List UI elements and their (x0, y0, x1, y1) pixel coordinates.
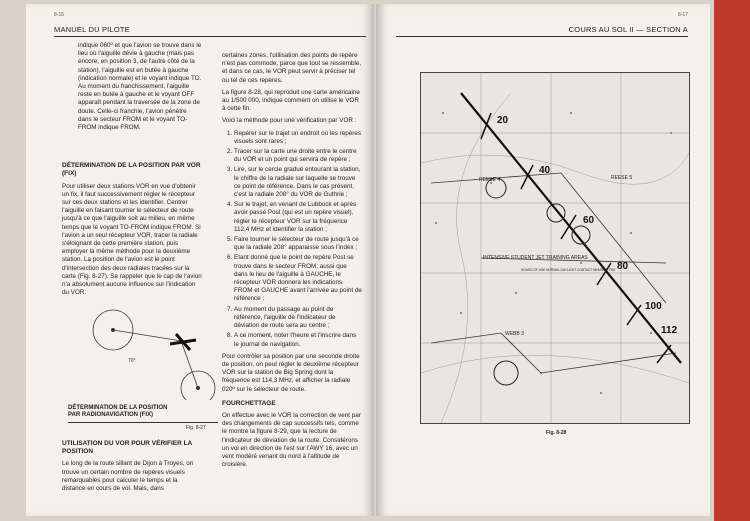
distance-mark-100: 100 (645, 301, 662, 312)
right-header-rule (396, 36, 688, 37)
figure-8-27 (68, 300, 218, 432)
col1-intro: indique 060º et que l'avion se trouve dans le lieu où l'aiguille dévie à gauche (mais pas encore, en position 3, de l'autre côté de la station), l'aiguille est en butée à gauche (indication normale) et le voyant indique TO. Au moment du franchissement, l'aiguille reste en butée à gauche et le voyant OFF apparaît pendant la traversée de la zone de doute. Celle-ci franchie, l'avion pénètre dans le secteur FROM et le voyant TO-FROM indique FROM. (78, 42, 202, 132)
distance-mark-20: 20 (497, 115, 509, 126)
distance-mark-60: 60 (583, 215, 595, 226)
col1-para1: Pour utiliser deux stations VOR en vue d'obtenir un fix, il faut successivement régler le récepteur sur ces deux stations et les identifier. Centrer l'aiguille en faisant tourner le sélecteur de route jusqu'à ce que l'aiguille soit au milieu, en même temps que le voyant TO-FROM indique FROM. Si l'avion a un seul récepteur VOR, tracer la radiale s'éloignant de cette première station, puis employer la même méthode pour la deuxième station. La position de l'avion est le point d'intersection des deux radiales tracées sur la carte (Fig. 8-27). Se rappeler que le cap de l'avion n'a absolument aucune influence sur l'indication du VOR. (62, 182, 202, 297)
list-item: 6. Etant donné que le point de repère Post se trouve dans le secteur FROM, aussi que dans le lieu de l'aiguille à GAUCHE, le récepteur VOR donnera les indications FROM et GAUCHE avant l'arrivée au point de référence ; (234, 254, 362, 303)
list-item: 1. Repérer sur le trajet un endroit où les repères visuels sont rares ; (234, 130, 362, 146)
list-item: 5. Faire tourner le sélecteur de route jusqu'à ce que la radiale 208° apparaisse sous l'index ; (234, 236, 362, 252)
list-item: 7. Au moment du passage au point de référence, l'aiguille de l'indicateur de déviation de route sera au centre ; (234, 306, 362, 331)
heading-fourchettage: FOURCHETTAGE (222, 399, 276, 407)
map-label-webb3: WEBB 3 (505, 331, 524, 337)
book-cover-edge (714, 0, 750, 521)
distance-mark-40: 40 (539, 165, 551, 176)
col1-para2: Le long de la route sillant de Dijon à Troyes, on trouve un certain nombre de repères visuels remarquables pour calculer le temps et la distance en cours de vol. Mais, dans (62, 460, 194, 493)
left-header-rule (54, 36, 366, 37)
col2-intro: certaines zones, l'utilisation des points de repère n'est pas commode, parce que tout se ressemble, et dans ce cas, le VOR peut servir à préciser tel ou tel de ces repères. (222, 52, 362, 84)
list-item: 2. Tracer sur la carte une droite entre le centre du VOR et un point qui servira de repère ; (234, 148, 362, 164)
vor-steps-list (222, 130, 362, 349)
sectional-map (420, 72, 690, 424)
left-column-1 (62, 42, 202, 301)
map-label-reese5: REESE 5 (611, 175, 633, 181)
right-page-header: COURS AU SOL II — SECTION A (568, 25, 688, 34)
right-page (376, 4, 710, 516)
distance-mark-80: 80 (617, 261, 629, 272)
figure-8-27-caption: DÉTERMINATION DE LA POSITION PAR RADIONAVIGATION (FIX) (68, 405, 168, 418)
left-page-header: MANUEL DU PILOTE (54, 25, 130, 34)
left-column-1-bottom (62, 440, 202, 497)
list-item: 4. Sur le trajet, en venant de Lubbock et après avoir passé Post (qui est un repère visuel), régler le récepteur VOR sur la fréquence 112,4 MHz et identifier la station ; (234, 201, 362, 234)
map-label-reese4: REESE 4 (479, 177, 501, 183)
distance-mark-112: 112 (661, 325, 678, 336)
left-page (26, 4, 374, 516)
col2-para1: La figure 8-28, qui reproduit une carte américaine au 1/500 000, indique comment on utilise le VOR à cette fin. (222, 88, 360, 113)
figure-8-27-diagram (68, 300, 218, 400)
heading-fix: DÉTERMINATION DE LA POSITION PAR VOR (FIX) (62, 162, 201, 178)
left-column-2 (222, 52, 362, 473)
map-label-training-areas: INTENSIVE STUDENT JET TRAINING AREAS (483, 255, 588, 261)
heading-vor-check: UTILISATION DU VOR POUR VÉRIFIER LA POSITION (62, 440, 193, 456)
list-item: 3. Lire, sur le cercle gradué entourant la station, le chiffre de la radiale sur laquelle se trouve ce point de référence. Dans le cas présent, c'est la radiale 208° du VOR de Guthrie ; (234, 166, 362, 199)
figure-8-27-number: Fig. 8-27 (186, 425, 206, 431)
figure-8-28-number: Fig. 8-28 (546, 430, 567, 436)
col2-para3: Pour contrôler sa position par une seconde droite de position, on peut régler le deuxième récepteur VOR sur la station de Big Spring dont la fréquence est 114,3 MHz, et afficher la radiale 020º sur le sélecteur de route. (222, 352, 360, 393)
sectional-map-drawing (421, 73, 689, 423)
col2-para2: Voici la méthode pour une vérification par VOR : (222, 117, 357, 125)
list-item: 8. A ce moment, noter l'heure et l'inscrire dans le journal de navigation. (234, 332, 362, 348)
left-page-number: 8-16 (54, 12, 65, 18)
col2-para4: On effectue avec le VOR la correction de vent par des changements de cap successifs tels, comme le montre la figure 8-29, que la lecture de l'indicateur de déviation de la route. Considérons un vol en direction de l'est sur l'AWY 16, avec un vent modéré venant du nord à l'altitude de croisière. (222, 411, 361, 469)
map-label-hours: HOURS OF USE NORMAL DAYLIGHT CONTACT NEAREST FSS (521, 268, 616, 272)
figure-angle-label: 70° (128, 358, 136, 364)
right-page-number: 8-17 (677, 12, 688, 18)
